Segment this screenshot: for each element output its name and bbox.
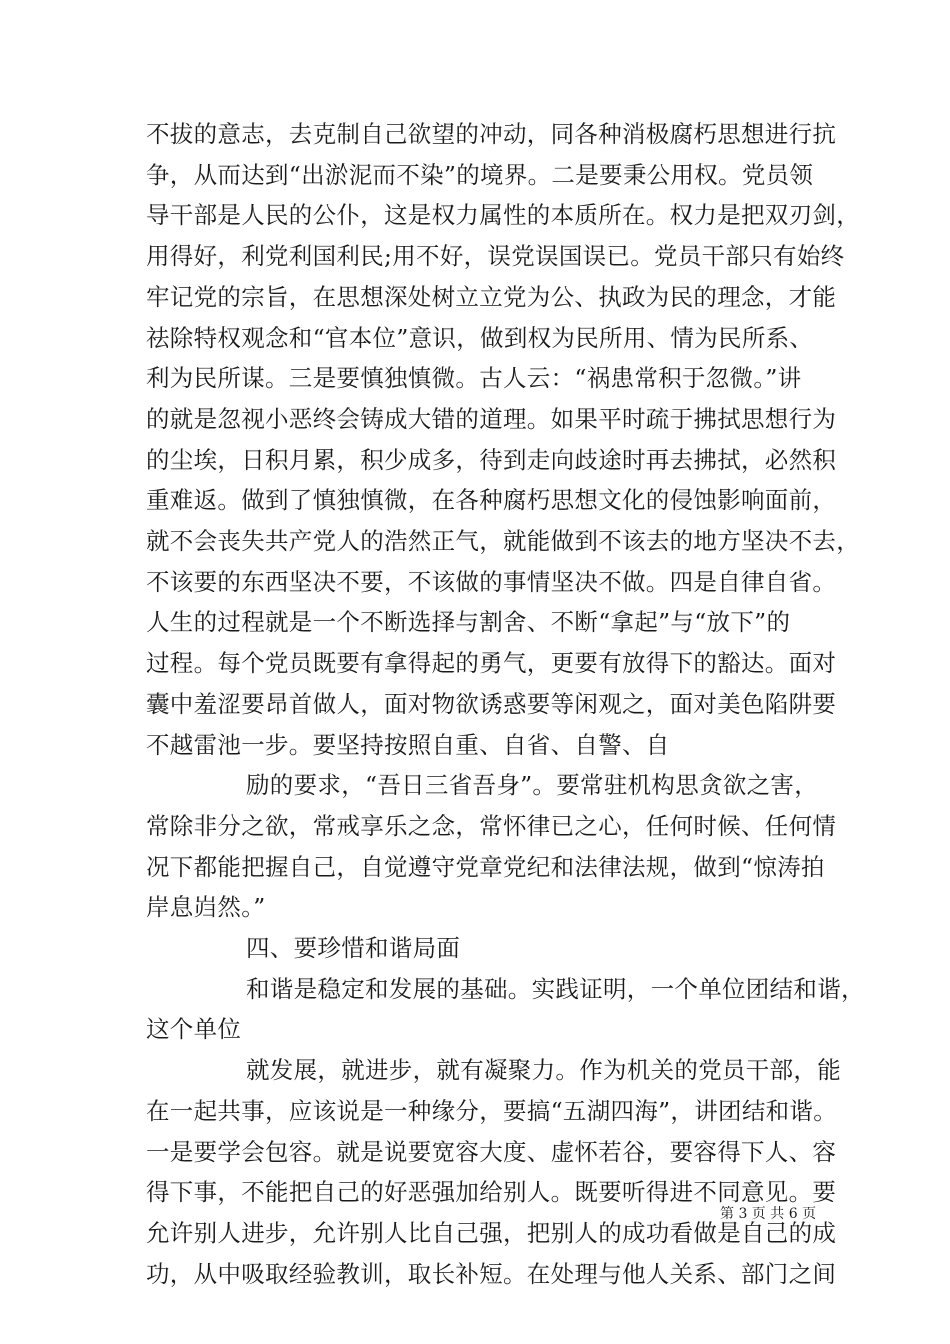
- text-line: 过程。每个党员既要有拿得起的勇气，更要有放得下的豁达。面对: [146, 649, 837, 677]
- text-line: 允许别人进步，允许别人比自己强，把别人的成功看做是自己的成: [146, 1219, 837, 1247]
- text-line: 不拔的意志，去克制自己欲望的冲动，同各种消极腐朽思想进行抗: [146, 120, 837, 148]
- text-line: 导干部是人民的公仆，这是权力属性的本质所在。权力是把双刃剑，: [146, 201, 860, 229]
- text-line: 励的要求，“吾日三省吾身”。要常驻机构思贪欲之害，: [246, 771, 819, 799]
- text-line: 得下事，不能把自己的好恶强加给别人。既要听得进不同意见。要: [146, 1178, 837, 1206]
- text-line: 牢记党的宗旨，在思想深处树立立党为公、执政为民的理念，才能: [146, 283, 837, 311]
- text-line: 四、要珍惜和谐局面: [246, 934, 461, 962]
- text-line: 就不会丧失共产党人的浩然正气，就能做到不该去的地方坚决不去，: [146, 527, 860, 555]
- text-line: 和谐是稳定和发展的基础。实践证明，一个单位团结和谐，: [246, 975, 865, 1003]
- text-line: 人生的过程就是一个不断选择与割舍、不断“拿起”与“放下”的: [146, 608, 791, 636]
- text-line: 囊中羞涩要昂首做人，面对物欲诱惑要等闲观之，面对美色陷阱要: [146, 690, 837, 718]
- text-line: 功，从中吸取经验教训，取长补短。在处理与他人关系、部门之间: [146, 1260, 837, 1288]
- text-line: 常除非分之欲，常戒享乐之念，常怀律已之心，任何时候、任何情: [146, 812, 837, 840]
- page-number: 第 3 页 共 6 页: [720, 1206, 817, 1222]
- text-line: 岸息岿然。”: [146, 893, 266, 921]
- text-line: 在一起共事，应该说是一种缘分，要搞“五湖四海”，讲团结和谐。: [146, 1097, 838, 1125]
- text-line: 争，从而达到“出淤泥而不染”的境界。二是要秉公用权。党员领: [146, 161, 814, 189]
- text-line: 重难返。做到了慎独慎微，在各种腐朽思想文化的侵蚀影响面前，: [146, 486, 837, 514]
- text-line: 这个单位: [146, 1015, 242, 1043]
- text-line: 不该要的东西坚决不要，不该做的事情坚决不做。四是自律自省。: [146, 568, 837, 596]
- text-line: 用得好，利党利国利民;用不好，误党误国误已。党员干部只有始终: [146, 242, 845, 270]
- text-line: 祛除特权观念和“官本位”意识，做到权为民所用、情为民所系、: [146, 324, 814, 352]
- text-line: 不越雷池一步。要坚持按照自重、自省、自警、自: [146, 731, 670, 759]
- text-line: 的就是忽视小恶终会铸成大错的道理。如果平时疏于拂拭思想行为: [146, 405, 837, 433]
- text-line: 的尘埃，日积月累，积少成多，待到走向歧途时再去拂拭，必然积: [146, 446, 837, 474]
- text-line: 利为民所谋。三是要慎独慎微。古人云：“祸患常积于忽微。”讲: [146, 364, 802, 392]
- text-line: 一是要学会包容。就是说要宽容大度、虚怀若谷，要容得下人、容: [146, 1138, 837, 1166]
- text-line: 就发展，就进步，就有凝聚力。作为机关的党员干部，能: [246, 1056, 841, 1084]
- text-line: 况下都能把握自己，自觉遵守党章党纪和法律法规，做到“惊涛拍: [146, 853, 825, 881]
